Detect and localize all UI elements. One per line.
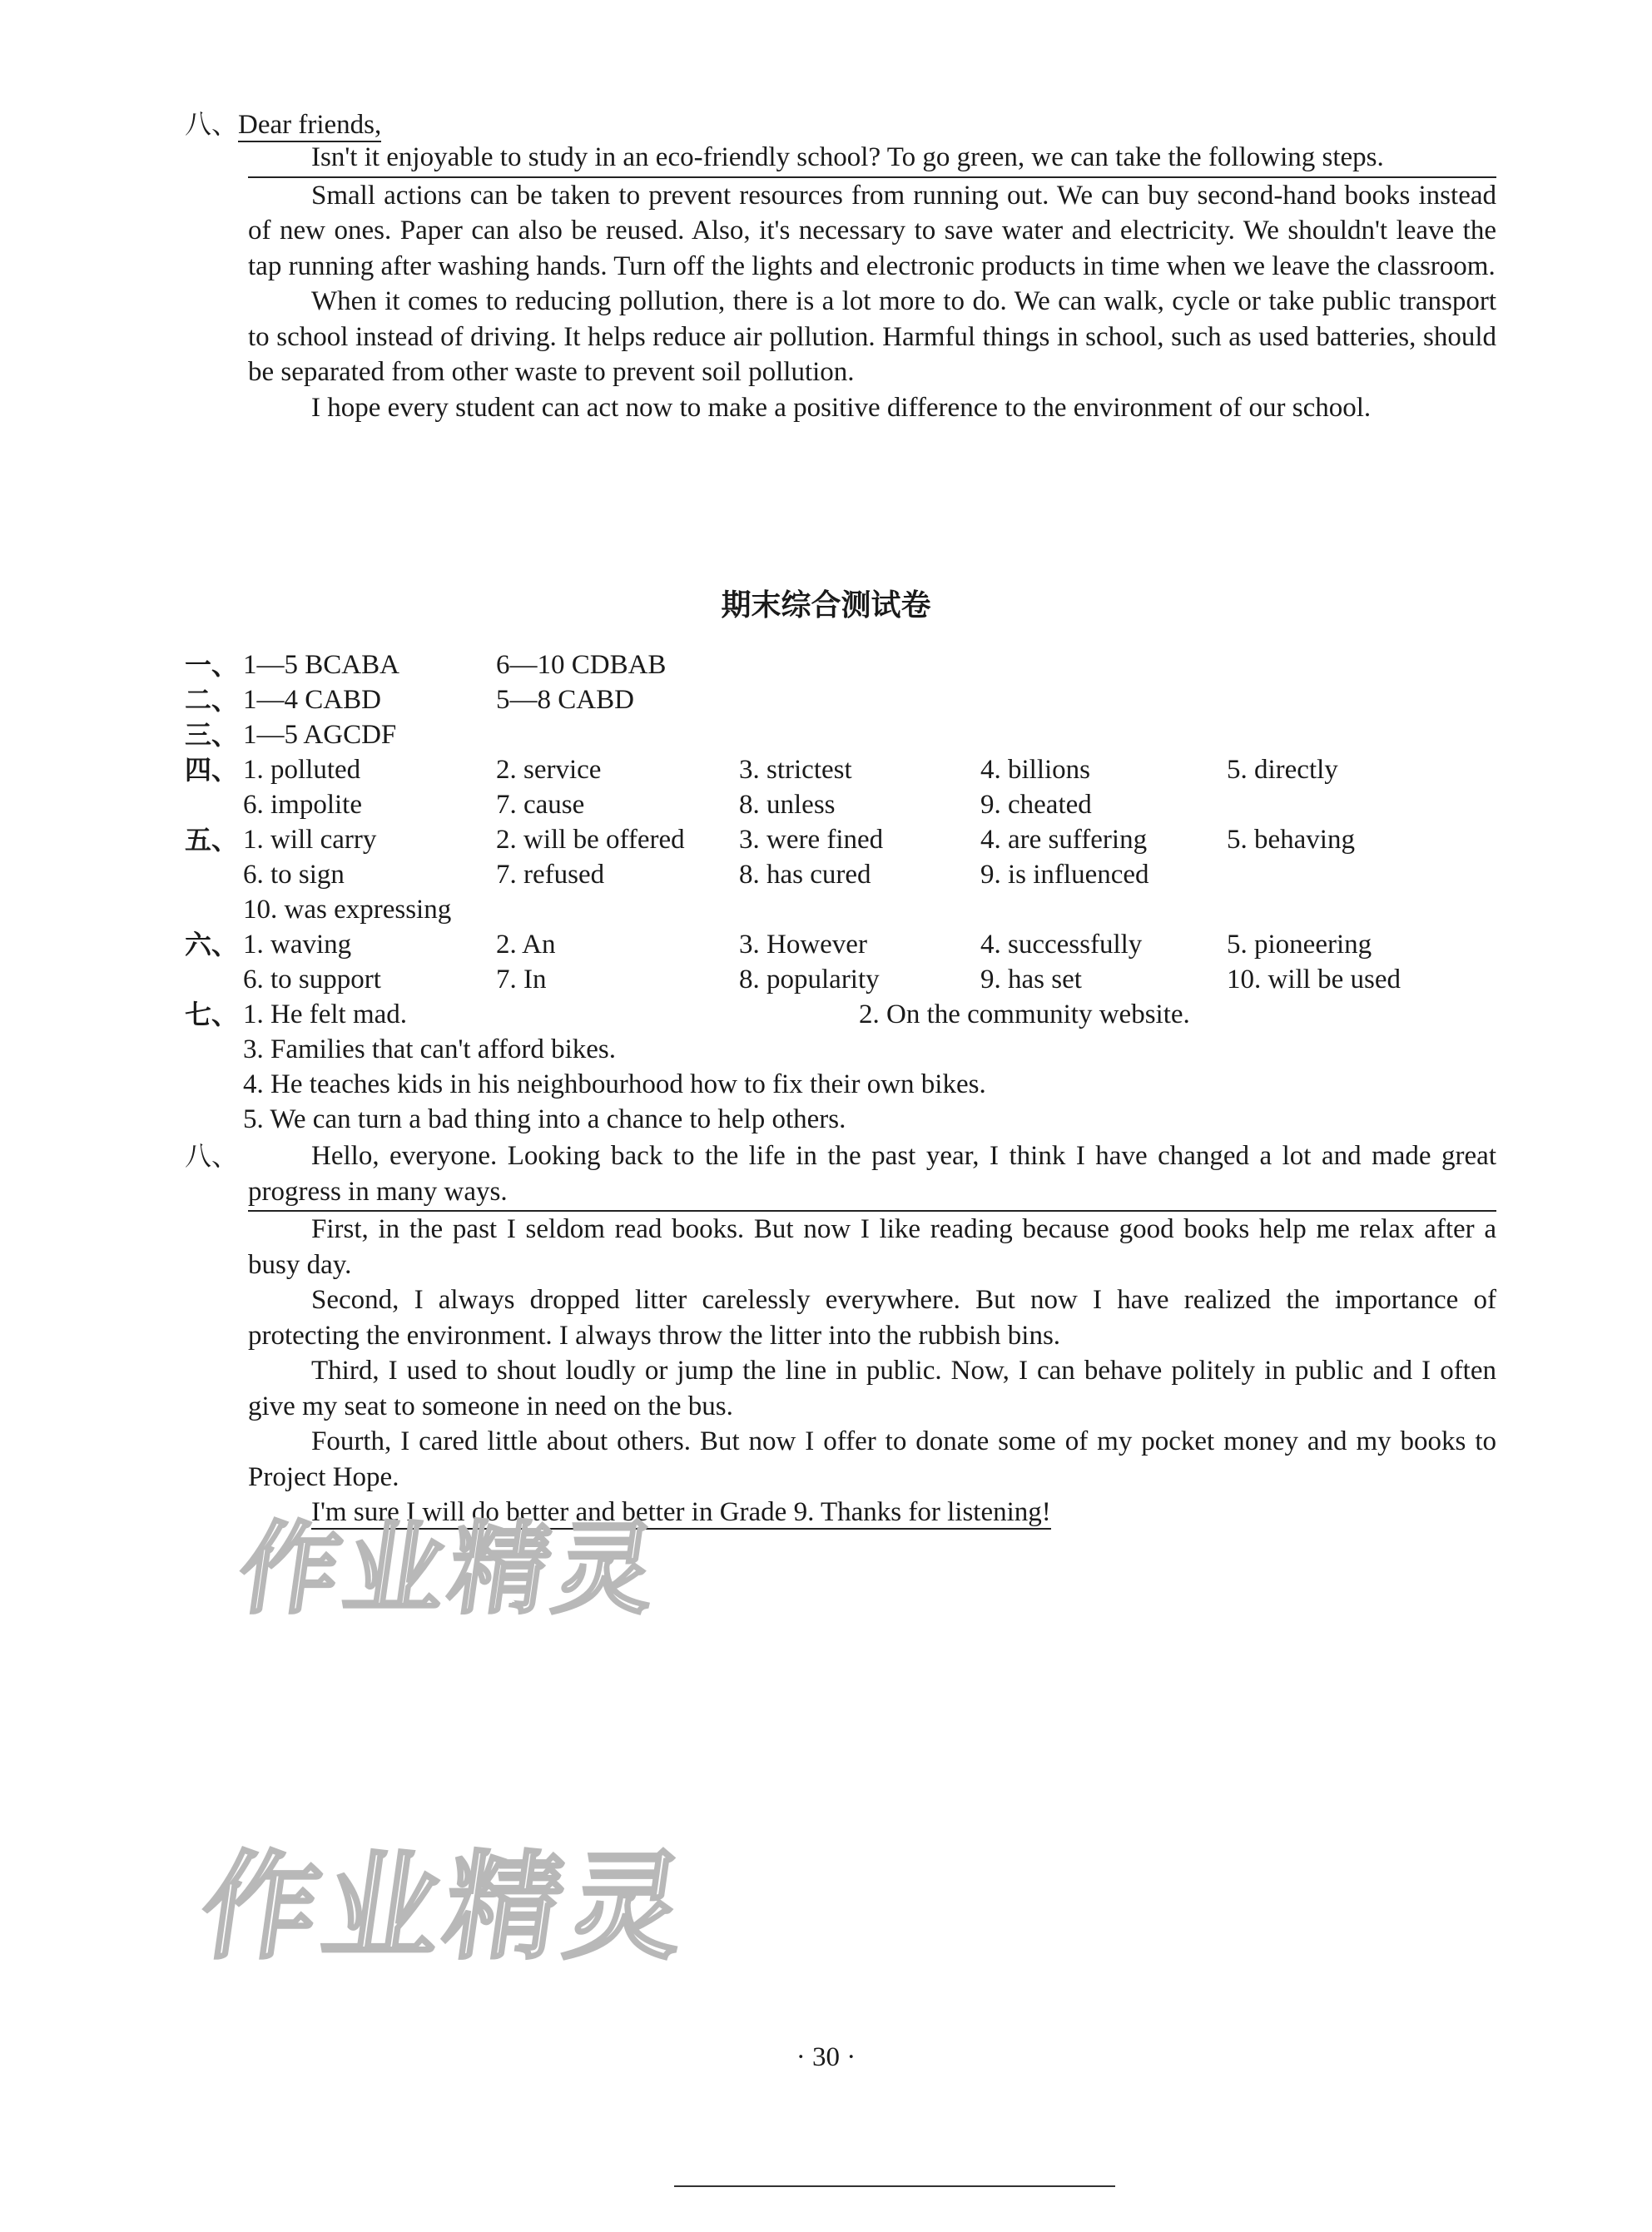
- letter1-body: [248, 140, 1496, 425]
- watermark-logo: 作业精灵: [192, 1840, 698, 1976]
- section-label: 八、: [185, 1140, 239, 1172]
- answer-group: 1—5 BCABA: [243, 650, 399, 680]
- answer-item: 3. Families that can't afford bikes.: [243, 1034, 616, 1064]
- letter2-closing: I'm sure I will do better and better in Grade 9. Thanks for listening!: [311, 1497, 1051, 1530]
- answer-item: 9. is influenced: [980, 860, 1149, 890]
- answer-item: 4. are suffering: [980, 825, 1148, 855]
- answer-item: 9. has set: [980, 965, 1082, 994]
- answer-item: 1. will carry: [243, 825, 377, 855]
- answer-item: 7. cause: [496, 790, 585, 820]
- letter1-salutation: Dear friends,: [238, 110, 381, 142]
- answer-group: 1—5 AGCDF: [243, 720, 397, 750]
- answer-group: 1—4 CABD: [243, 685, 381, 715]
- letter2-body: [248, 1138, 1496, 1530]
- answer-item: 5. pioneering: [1227, 930, 1372, 960]
- answer-item: 3. were fined: [739, 825, 884, 855]
- letter2-paragraph-3: Third, I used to shout loudly or jump the line in public. Now, I can behave politely in public and I often give my seat to someone in need on the bus.: [248, 1356, 1496, 1421]
- answer-item: 5. directly: [1227, 755, 1338, 785]
- letter2-paragraph-1: First, in the past I seldom read books. But now I like reading because good books help me relax after a busy day.: [248, 1214, 1496, 1280]
- answer-item: 2. will be offered: [496, 825, 685, 855]
- section-label: 三、: [185, 719, 239, 751]
- exam-title: 期末综合测试卷: [721, 588, 931, 622]
- answer-item: 4. billions: [980, 755, 1091, 785]
- letter1-paragraph-3: I hope every student can act now to make a positive difference to the environment of our school.: [311, 392, 1372, 423]
- answer-item: 10. will be used: [1227, 965, 1401, 994]
- letter2-intro: Hello, everyone. Looking back to the life in the past year, I think I have changed a lot and made great progress in many ways.: [248, 1138, 1496, 1212]
- section-label: 二、: [185, 684, 239, 716]
- section-label: 四、: [185, 754, 239, 786]
- answer-item: 10. was expressing: [243, 895, 452, 925]
- section-label: 五、: [185, 824, 239, 856]
- answer-item: 7. In: [496, 965, 547, 994]
- section-label: 一、: [185, 649, 239, 681]
- answer-group: 5—8 CABD: [496, 685, 634, 715]
- answer-item: 4. He teaches kids in his neighbourhood how to fix their own bikes.: [243, 1069, 986, 1099]
- answer-item: 8. has cured: [739, 860, 871, 890]
- letter1-paragraph-1: Small actions can be taken to prevent resources from running out. We can buy second-hand books instead of new ones. Paper can also be reused. Also, it's necessary to save water and electricity. We shouldn't leave the tap running after washing hands. Turn off the lights and electronic products in time when we leave the classroom.: [248, 180, 1496, 281]
- answer-item: 6. impolite: [243, 790, 362, 820]
- watermark-logo: 作业精灵: [231, 1512, 668, 1628]
- answer-item: 2. service: [496, 755, 602, 785]
- answer-item: 4. successfully: [980, 930, 1143, 960]
- answer-item: 2. On the community website.: [859, 999, 1190, 1029]
- letter2-label: [185, 1138, 238, 1174]
- answer-item: 2. An: [496, 930, 556, 960]
- section-label: 七、: [185, 999, 239, 1030]
- letter1-intro: Isn't it enjoyable to study in an eco-friendly school? To go green, we can take the following steps.: [248, 140, 1496, 178]
- answer-item: 6. to support: [243, 965, 381, 994]
- answer-item: 8. popularity: [739, 965, 880, 994]
- answer-item: 1. He felt mad.: [243, 999, 408, 1029]
- letter2-paragraph-2: Second, I always dropped litter carelessly everywhere. But now I have realized the importance of protecting the environment. I always throw the litter into the rubbish bins.: [248, 1285, 1496, 1351]
- section-label: 六、: [185, 929, 239, 960]
- letter2-paragraph-4: Fourth, I cared little about others. But now I offer to donate some of my pocket money and my books to Project Hope.: [248, 1426, 1496, 1492]
- footer-divider: [674, 2185, 1115, 2187]
- section8-label: 八、: [185, 108, 239, 140]
- answer-item: 3. However: [739, 930, 867, 960]
- answer-item: 1. polluted: [243, 755, 361, 785]
- answer-item: 8. unless: [739, 790, 836, 820]
- answer-item: 5. behaving: [1227, 825, 1355, 855]
- letter1-header: [185, 107, 381, 142]
- answer-item: 7. refused: [496, 860, 605, 890]
- answer-item: 1. waving: [243, 930, 352, 960]
- answer-group: 6—10 CDBAB: [496, 650, 667, 680]
- answer-item: 3. strictest: [739, 755, 852, 785]
- page-number: · 30 ·: [796, 2042, 856, 2072]
- answer-item: 5. We can turn a bad thing into a chance to help others.: [243, 1104, 846, 1134]
- answer-item: 6. to sign: [243, 860, 345, 890]
- answer-item: 9. cheated: [980, 790, 1092, 820]
- letter1-paragraph-2: When it comes to reducing pollution, there is a lot more to do. We can walk, cycle or take public transport to school instead of driving. It helps reduce air pollution. Harmful things in school, such as used batteries, should be separated from other waste to prevent soil pollution.: [248, 286, 1496, 387]
